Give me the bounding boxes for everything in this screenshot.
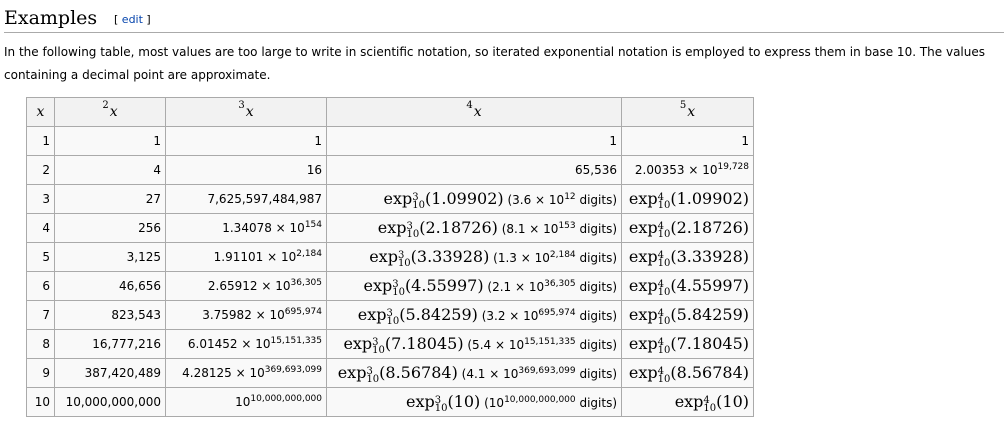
tetration-5-cell: exp 4 10 (4.55997) (622, 272, 754, 301)
x-cell: 6 (27, 272, 55, 301)
intro-paragraph: In the following table, most values are too large to write in scientific notation, so iterated exponential notation is employed to express them in base 10. The values containing a decimal point are approximate. (4, 45, 985, 82)
x-cell: 3 (27, 185, 55, 214)
x-cell: 1 (27, 127, 55, 156)
tetration-3-cell: $3.75982 \times 10^{695,974}$ (166, 301, 327, 330)
table-row (27, 272, 754, 301)
table-row (27, 359, 754, 388)
tetration-5-cell: $2.00353 \times 10^{19,728}$ (622, 156, 754, 185)
tetration-4-cell: 1 (327, 127, 622, 156)
tetration-4-cell: exp 3 10 (2.18726) ($8.1 \times 10^{153}$ digits) (327, 214, 622, 243)
tetration-3-cell: $4.28125 \times 10^{369,693,099}$ (166, 359, 327, 388)
tetration-5-cell: exp 4 10 (3.33928) (622, 243, 754, 272)
tetration-4-cell: 65,536 (327, 156, 622, 185)
tetration-3-cell: $6.01452 \times 10^{15,151,335}$ (166, 330, 327, 359)
tetration-4-cell: exp 3 10 (8.56784) ($4.1 \times 10^{369,693,099}$ digits) (327, 359, 622, 388)
edit-section: [ edit ] (114, 13, 151, 26)
tetration-2-cell: 3,125 (55, 243, 166, 272)
tetration-4-cell: exp 3 10 (4.55997) ($2.1 \times 10^{36,305}$ digits) (327, 272, 622, 301)
tetration-4-cell: exp 3 10 (3.33928) ($1.3 \times 10^{2,184}$ digits) (327, 243, 622, 272)
x-cell: 4 (27, 214, 55, 243)
table-row (27, 243, 754, 272)
tetration-3-cell: 16 (166, 156, 327, 185)
tetration-4-cell: exp 3 10 (1.09902) ($3.6 \times 10^{12}$ digits) (327, 185, 622, 214)
x-cell: 2 (27, 156, 55, 185)
tetration-5-cell: exp 4 10 (5.84259) (622, 301, 754, 330)
tetration-5-cell: exp 4 10 (1.09902) (622, 185, 754, 214)
tetration-5-cell: exp 4 10 (8.56784) (622, 359, 754, 388)
section-title: Examples (4, 7, 98, 29)
table-row (27, 156, 754, 185)
tetration-2-cell: 27 (55, 185, 166, 214)
tetration-3-cell: $1.91101 \times 10^{2,184}$ (166, 243, 327, 272)
x-cell: 10 (27, 388, 55, 417)
tetration-5-cell: exp 4 10 (7.18045) (622, 330, 754, 359)
tetration-5-cell: exp 4 10 (2.18726) (622, 214, 754, 243)
tetration-3-cell: 10$^{10,000,000,000}$ (166, 388, 327, 417)
table-row (27, 388, 754, 417)
tetration-2-cell: 1 (55, 127, 166, 156)
tetration-2-cell: 823,543 (55, 301, 166, 330)
tetration-5-cell: exp 4 10 (10) (622, 388, 754, 417)
table-row (27, 127, 754, 156)
x-cell: 8 (27, 330, 55, 359)
tetration-3-cell: $2.65912 \times 10^{36,305}$ (166, 272, 327, 301)
tetration-4-cell: exp 3 10 (7.18045) ($5.4 \times 10^{15,151,335}$ digits) (327, 330, 622, 359)
table-row (27, 185, 754, 214)
tetration-4-cell: exp 3 10 (5.84259) ($3.2 \times 10^{695,974}$ digits) (327, 301, 622, 330)
tetration-2-cell: 387,420,489 (55, 359, 166, 388)
tetration-2-cell: 4 (55, 156, 166, 185)
tetration-5-cell: 1 (622, 127, 754, 156)
header-cell: x (27, 98, 55, 127)
table-row (27, 330, 754, 359)
section-heading (4, 3, 1004, 33)
tetration-4-cell: exp 3 10 (10) (10$^{10,000,000,000}$ digits) (327, 388, 622, 417)
tetration-2-cell: 16,777,216 (55, 330, 166, 359)
table-row (27, 301, 754, 330)
x-cell: 7 (27, 301, 55, 330)
tetration-3-cell: 1 (166, 127, 327, 156)
tetration-3-cell: $1.34078 \times 10^{154}$ (166, 214, 327, 243)
x-cell: 5 (27, 243, 55, 272)
edit-link[interactable]: edit (121, 13, 143, 26)
tetration-2-cell: 46,656 (55, 272, 166, 301)
header-cell: $^2$x (55, 98, 166, 127)
header-cell: $^3$x (166, 98, 327, 127)
header-cell: $^4$x (327, 98, 622, 127)
header-cell: $^5$x (622, 98, 754, 127)
tetration-2-cell: 256 (55, 214, 166, 243)
table-row (27, 214, 754, 243)
tetration-3-cell: 7,625,597,484,987 (166, 185, 327, 214)
tetration-2-cell: 10,000,000,000 (55, 388, 166, 417)
header-row (27, 98, 754, 127)
x-cell: 9 (27, 359, 55, 388)
tetration-table (26, 97, 754, 417)
